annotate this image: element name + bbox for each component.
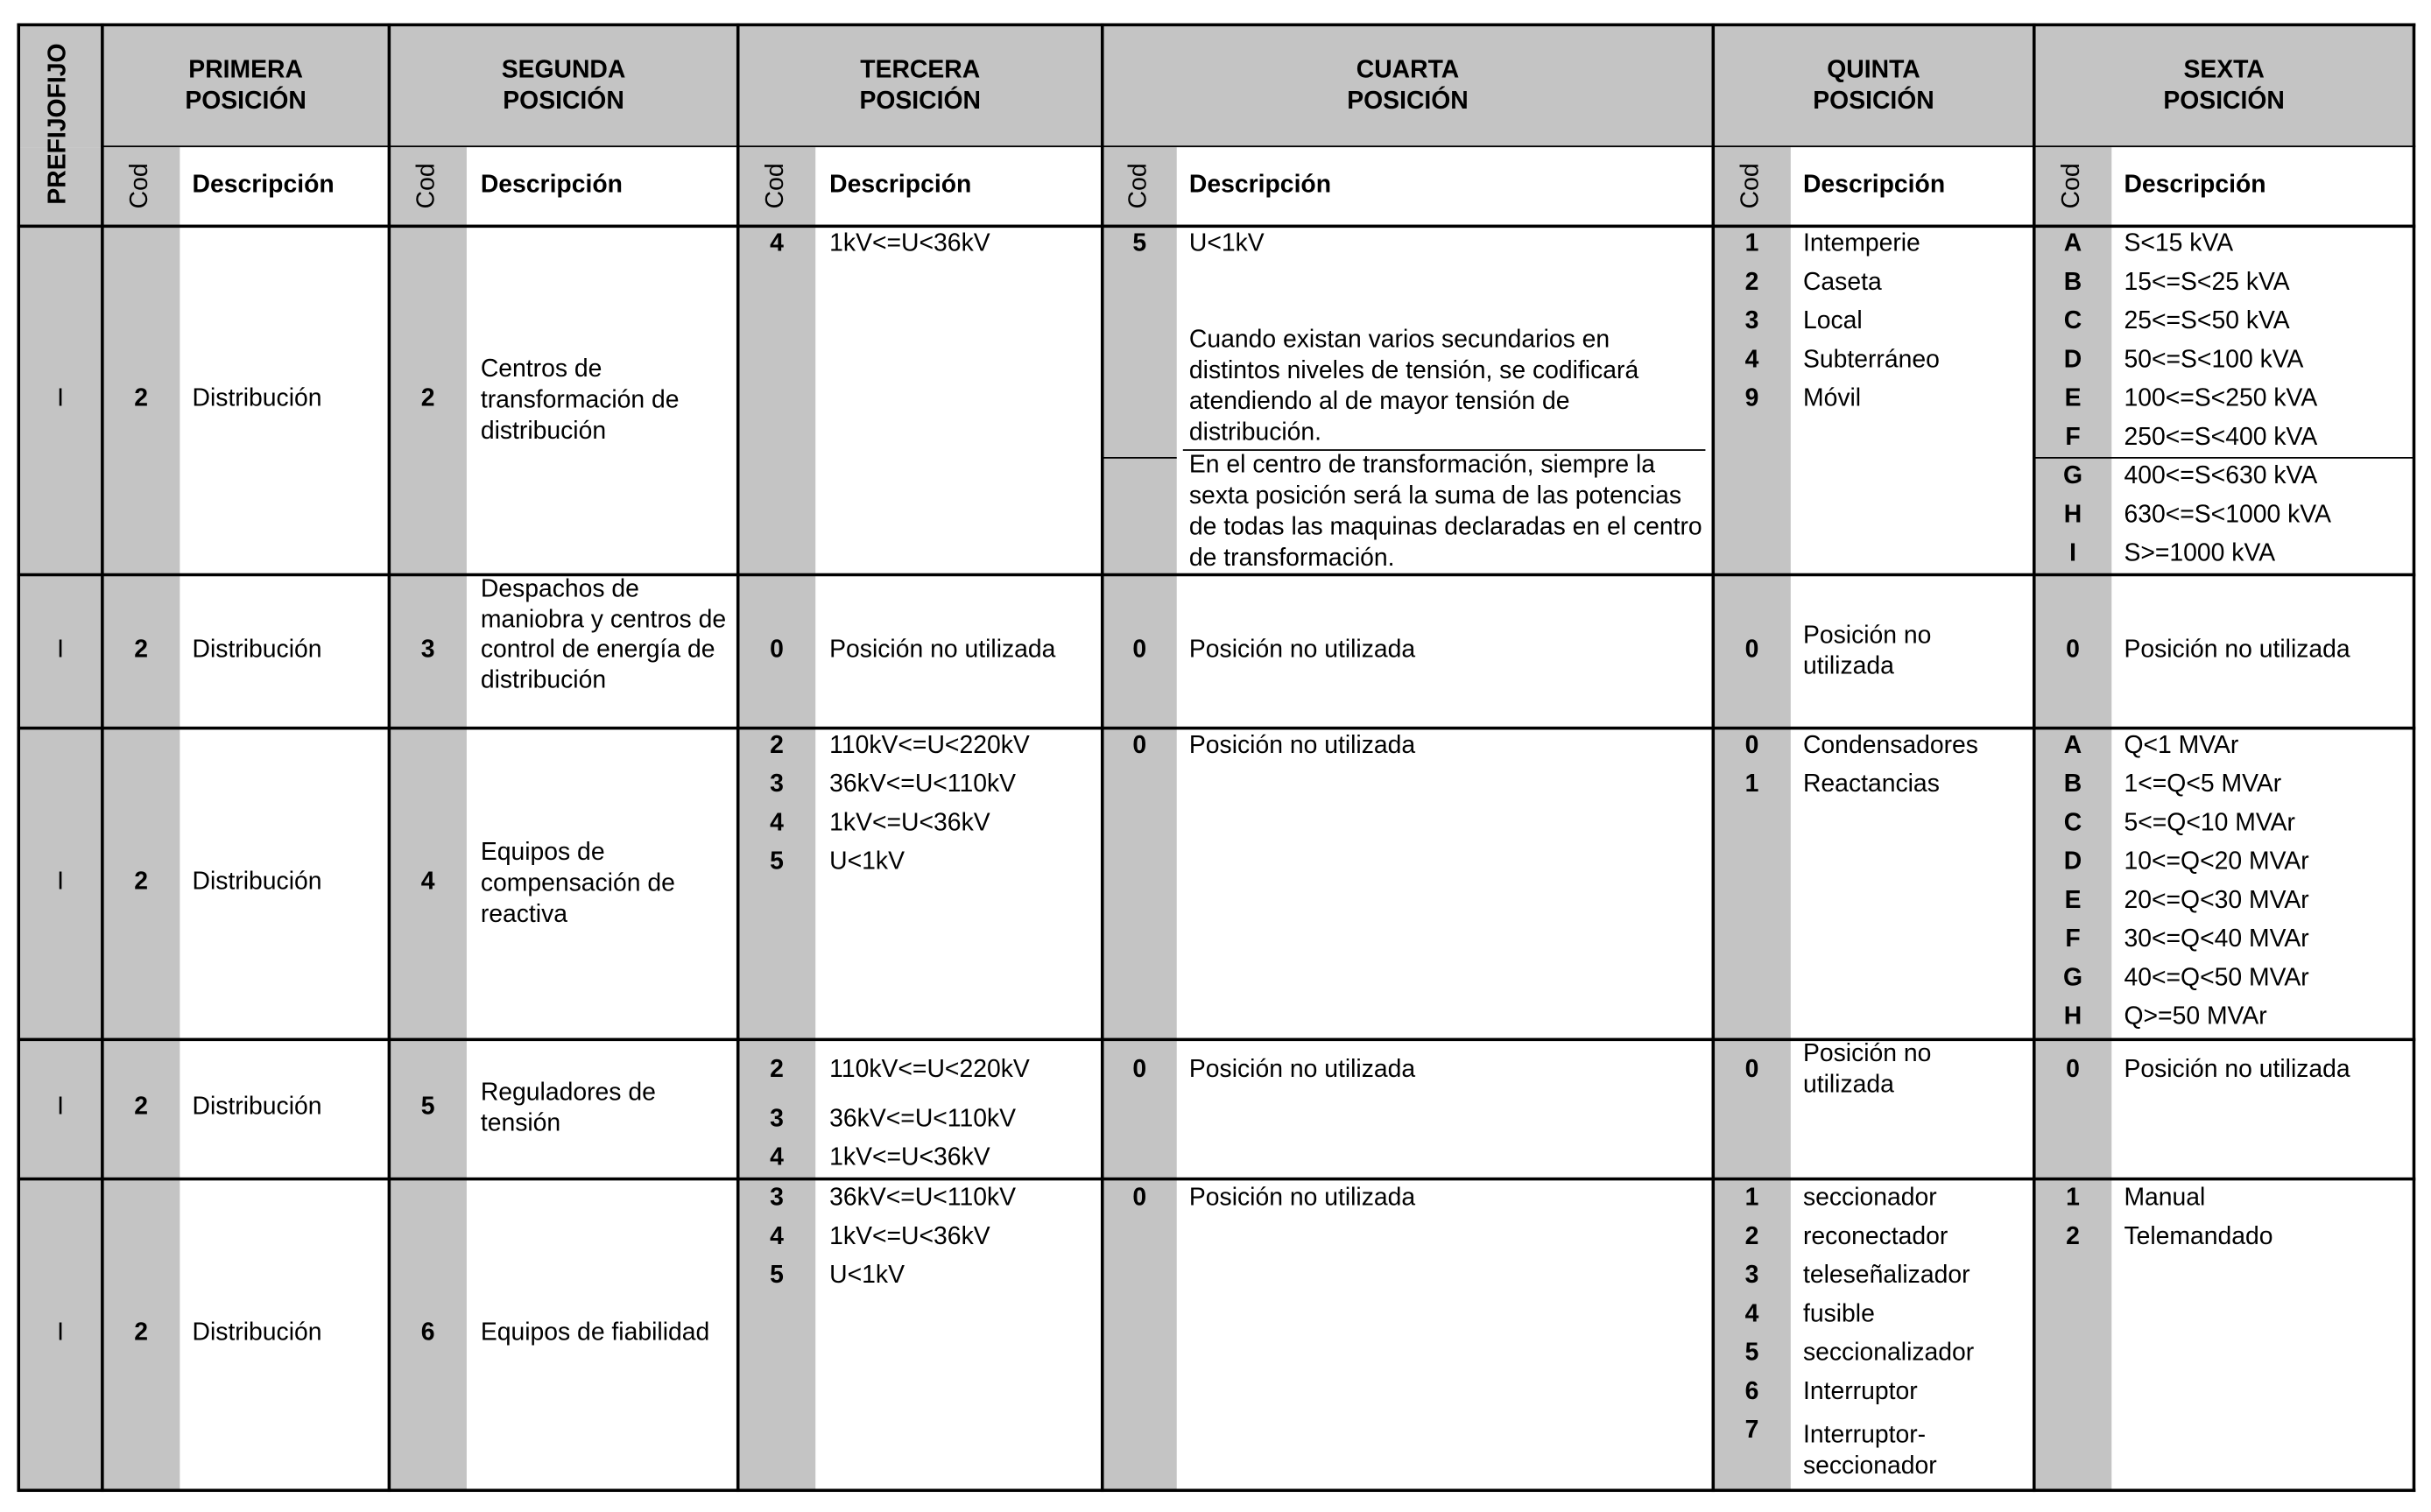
p3-cod: 3 [770,1185,784,1212]
p6-cod: G [2062,965,2083,992]
p4-note-sum: En el centro de transformación, siempre la sexta posición será la suma de las potencias de todas las maquinas declaradas en el centro de transformación. [1188,452,1702,572]
p3-cod: 0 [770,636,784,664]
p6-cod: I [2069,540,2076,567]
p6-cod: D [2063,848,2082,876]
desc-header-1: Descripción [192,172,335,199]
p6-desc: 400<=S<630 kVA [2124,463,2318,490]
p3-desc: 36kV<=U<110kV [829,1106,1017,1133]
p6-desc: 250<=S<400 kVA [2124,424,2318,451]
p6-desc: 20<=Q<30 MVAr [2124,887,2309,915]
p1-desc-cell: Distribución [192,1319,322,1347]
cod-header-2: Cod [413,163,440,209]
cod-header-4: Cod [1125,163,1152,209]
cod-header-3: Cod [763,163,790,209]
prefix-cell: I [57,1319,64,1347]
p3-desc: 36kV<=U<110kV [829,771,1017,798]
p6-desc: 1<=Q<5 MVAr [2124,771,2282,798]
p3-desc: 36kV<=U<110kV [829,1185,1017,1212]
p3-cod: 3 [770,1106,784,1133]
desc-header-4: Descripción [1188,172,1332,199]
p5-desc: Posición no utilizada [1802,622,1932,680]
p5-cod: 4 [1744,1301,1759,1328]
header-position-5: QUINTA POSICIÓN [1813,57,1934,115]
p4-desc: Posición no utilizada [1188,1185,1416,1212]
p6-cod: B [2063,771,2082,798]
p5-cod: 7 [1744,1417,1759,1445]
p6-desc: Q<1 MVAr [2124,732,2239,760]
p6-cod: D [2063,347,2082,374]
p6-cod: G [2062,463,2083,490]
p6-cod: 0 [2066,1056,2080,1083]
p6-cod: H [2063,502,2082,529]
header-position-3: TERCERA POSICIÓN [859,57,981,115]
p6-desc: 25<=S<50 kVA [2124,308,2290,335]
p3-desc: 110kV<=U<220kV [829,1056,1030,1083]
header-position-2: SEGUNDA POSICIÓN [501,57,626,115]
p5-desc: Interruptor [1802,1378,1918,1405]
p6-desc: Posición no utilizada [2124,1056,2350,1083]
p6-cod: A [2063,732,2082,760]
p6-desc: Manual [2124,1185,2206,1212]
p1-cod-cell: 2 [134,1094,148,1121]
p3-cod: 2 [770,1056,784,1083]
p6-desc: 630<=S<1000 kVA [2124,502,2331,529]
p6-desc: Telemandado [2124,1223,2273,1250]
p6-cod: B [2063,269,2082,296]
p1-desc-cell: Distribución [192,869,322,896]
p2-cod-cell: 6 [420,1319,435,1347]
p5-desc: seccionador [1802,1185,1937,1212]
p4-cod: 0 [1132,1185,1147,1212]
header-position-6: SEXTA POSICIÓN [2163,57,2285,115]
prefix-cell: I [57,385,64,412]
p6-desc: S>=1000 kVA [2124,540,2276,567]
p3-desc: Posición no utilizada [829,636,1056,664]
p5-desc: Caseta [1802,269,1882,296]
p5-cod: 5 [1744,1340,1759,1367]
p6-desc: 50<=S<100 kVA [2124,347,2304,374]
p5-cod: 0 [1744,732,1759,760]
prefix-cell: I [57,1094,64,1121]
p3-cod: 4 [770,1223,784,1250]
p2-cod-cell: 2 [420,385,435,412]
p3-desc: 1kV<=U<36kV [829,1144,990,1171]
p3-desc: U<1kV [829,848,905,876]
desc-header-6: Descripción [2124,172,2266,199]
p6-cod: 2 [2066,1223,2080,1250]
p3-desc: 1kV<=U<36kV [829,810,990,837]
p4-cod: 5 [1132,230,1147,257]
cod-header-6: Cod [2059,163,2086,209]
p5-cod: 1 [1744,771,1759,798]
p5-desc: Reactancias [1802,771,1940,798]
p5-desc: Posición no utilizada [1802,1041,1932,1099]
p4-cod: 0 [1132,732,1147,760]
p4-note-secondaries: Cuando existan varios secundarios en distintos niveles de tensión, se codificará atendiendo al de mayor tensión de distribución. [1188,327,1639,447]
p4-desc: Posición no utilizada [1188,732,1416,760]
p3-desc: U<1kV [829,1262,905,1290]
cod-header-1: Cod [127,163,154,209]
p3-cod: 4 [770,230,784,257]
p5-cod: 0 [1744,1056,1759,1083]
p5-desc: reconectador [1802,1223,1948,1250]
p6-cod: C [2063,308,2082,335]
p1-cod-cell: 2 [134,385,148,412]
prefix-cell: I [57,636,64,664]
p6-cod: E [2064,385,2082,412]
p6-cod: A [2063,230,2082,257]
p6-desc: S<15 kVA [2124,230,2234,257]
p4-desc: Posición no utilizada [1188,636,1416,664]
p5-desc: teleseñalizador [1802,1262,1970,1290]
p5-cod: 4 [1744,347,1759,374]
p5-desc: Intemperie [1802,230,1920,257]
p3-cod: 5 [770,1262,784,1290]
p3-cod: 4 [770,810,784,837]
p1-desc-cell: Distribución [192,1094,322,1121]
p5-cod: 6 [1744,1378,1759,1405]
p2-cod-cell: 5 [420,1094,435,1121]
p6-cod: F [2065,424,2081,451]
p6-cod: 1 [2066,1185,2080,1212]
p6-desc: 15<=S<25 kVA [2124,269,2290,296]
p4-cod: 0 [1132,636,1147,664]
p6-desc: 40<=Q<50 MVAr [2124,965,2309,992]
p6-desc: Q>=50 MVAr [2124,1003,2267,1030]
p3-cod: 5 [770,848,784,876]
p2-cod-cell: 4 [420,869,435,896]
p5-cod: 9 [1744,385,1759,412]
p5-cod: 2 [1744,269,1759,296]
p6-cod: 0 [2066,636,2080,664]
desc-header-3: Descripción [829,172,972,199]
p5-cod: 1 [1744,1185,1759,1212]
p6-cod: H [2063,1003,2082,1030]
p4-desc: Posición no utilizada [1188,1056,1416,1083]
p5-desc: Interruptor-seccionador [1802,1422,1937,1480]
p1-cod-cell: 2 [134,869,148,896]
p2-desc-cell: Despachos de maniobra y centros de control de energía de distribución [480,576,727,694]
p6-cod: E [2064,887,2082,915]
p6-desc: 10<=Q<20 MVAr [2124,848,2309,876]
p4-desc: U<1kV [1188,230,1265,257]
p3-desc: 1kV<=U<36kV [829,230,990,257]
cod-header-5: Cod [1737,163,1765,209]
p6-desc: Posición no utilizada [2124,636,2350,664]
p2-cod-cell: 3 [420,636,435,664]
p5-desc: Local [1802,308,1863,335]
p5-desc: Subterráneo [1802,347,1940,374]
p2-desc-cell: Centros de transformación de distribución [480,355,680,445]
p5-cod: 0 [1744,636,1759,664]
header-position-1: PRIMERA POSICIÓN [185,57,307,115]
p1-desc-cell: Distribución [192,385,322,412]
p5-cod: 3 [1744,1262,1759,1290]
p3-cod: 3 [770,771,784,798]
p3-desc: 1kV<=U<36kV [829,1223,990,1250]
p2-desc-cell: Equipos de fiabilidad [480,1319,710,1347]
p5-cod: 2 [1744,1223,1759,1250]
prefix-header-label: PREFIJOFIJO [45,43,72,205]
p1-desc-cell: Distribución [192,636,322,664]
p5-desc: fusible [1802,1301,1875,1328]
p6-cod: C [2063,810,2082,837]
p1-cod-cell: 2 [134,1319,148,1347]
p2-desc-cell: Reguladores de tensión [480,1079,656,1137]
p5-desc: Condensadores [1802,732,1978,760]
prefix-cell: I [57,869,64,896]
p6-desc: 30<=Q<40 MVAr [2124,926,2309,953]
p5-desc: Móvil [1802,385,1862,412]
p2-desc-cell: Equipos de compensación de reactiva [480,840,675,928]
p3-cod: 4 [770,1144,784,1171]
p4-cod: 0 [1132,1056,1147,1083]
p6-desc: 5<=Q<10 MVAr [2124,810,2295,837]
p6-desc: 100<=S<250 kVA [2124,385,2318,412]
desc-header-2: Descripción [480,172,623,199]
p3-desc: 110kV<=U<220kV [829,732,1030,760]
p5-cod: 3 [1744,308,1759,335]
p5-desc: seccionalizador [1802,1340,1975,1367]
p1-cod-cell: 2 [134,636,148,664]
desc-header-5: Descripción [1802,172,1946,199]
p3-cod: 2 [770,732,784,760]
p6-cod: F [2065,926,2081,953]
p5-cod: 1 [1744,230,1759,257]
header-position-4: CUARTA POSICIÓN [1347,57,1469,115]
